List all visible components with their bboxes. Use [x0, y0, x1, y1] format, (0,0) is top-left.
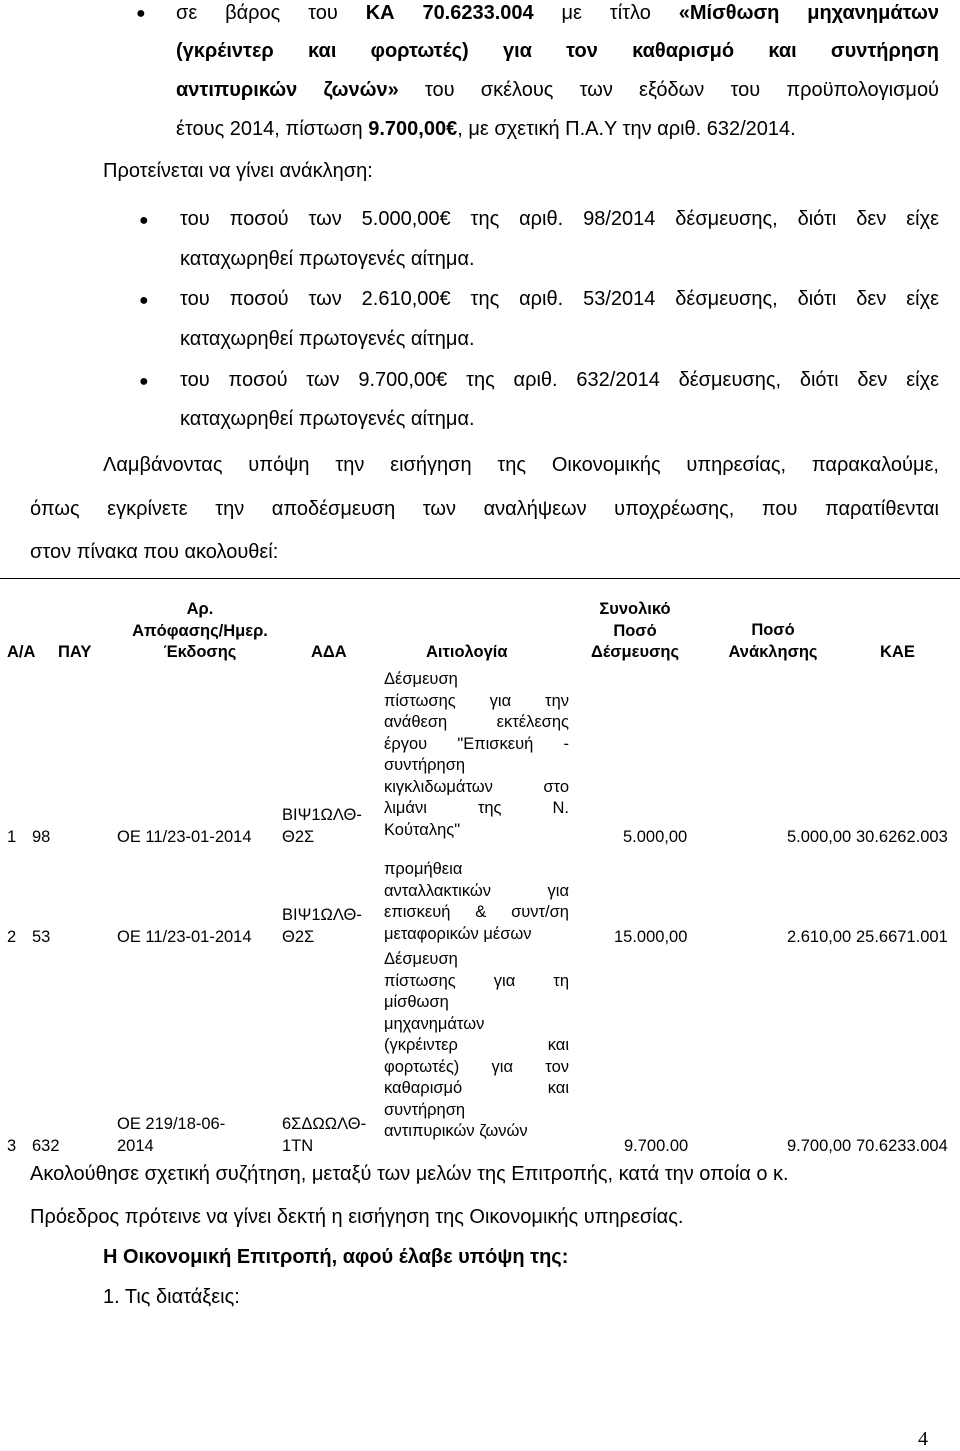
provisions-item: 1. Τις διατάξεις: — [103, 1286, 240, 1308]
header-pay: ΠΑΥ — [58, 643, 92, 661]
cell-reason: προμήθεια ανταλλακτικών για επισκευή & συντ/ση μεταφορικών μέσων — [384, 860, 569, 943]
cell-reason: Δέσμευση πίστωσης για τη μίσθωση μηχανημάτων (γκρέιντερ και φορτωτές) για τον καθαρισμό και συντήρηση αντιπυρικών ζωνών — [384, 950, 569, 1140]
paragraph-line: σε βάρος του ΚΑ 70.6233.004 με τίτλο «Μίσθωση μηχανημάτων — [176, 2, 940, 24]
cell-total: 9.700.00 — [624, 1137, 689, 1155]
paragraph-line: αντιπυρικών ζωνών» του σκέλους των εξόδων του προϋπολογισμού — [176, 79, 939, 101]
bullet-marker: ● — [139, 292, 149, 309]
cell-reason: Δέσμευση πίστωσης για την ανάθεση εκτέλεσης έργου "Επισκευή - συντήρηση κιγκλιδωμάτων στο λιμάνι της Ν. Κούταλης" — [384, 670, 569, 839]
paragraph-line: όπως εγκρίνετε την αποδέσμευση των αναλήψεων υποχρέωσης, που παρατίθενται — [30, 498, 939, 520]
sub-bullet-line: του ποσού των 9.700,00€ της αριθ. 632/2014 δέσμευσης, διότι δεν είχε — [180, 369, 939, 391]
cell-pay: 53 — [32, 928, 51, 946]
cell-cancel: 9.700,00 — [787, 1137, 852, 1155]
paragraph-line: (γκρέιντερ και φορτωτές) για τον καθαρισμό και συντήρηση — [176, 40, 939, 62]
cell-kae: 25.6671.001 — [856, 928, 948, 946]
paragraph-line: στον πίνακα που ακολουθεί: — [30, 541, 279, 563]
header-cancel: Ποσό Ανάκλησης — [728, 621, 818, 661]
cell-total: 15.000,00 — [614, 928, 688, 946]
table-row: 2 — [7, 928, 17, 946]
paragraph-line: έτους 2014, πίστωση 9.700,00€, με σχετική Π.Α.Υ την αριθ. 632/2014. — [176, 118, 796, 140]
discussion-line: Ακολούθησε σχετική συζήτηση, μεταξύ των μελών της Επιτροπής, κατά την οποία ο κ. — [30, 1163, 789, 1185]
cell-decision: ΟΕ 11/23-01-2014 — [117, 828, 252, 846]
table-row: 3 — [7, 1137, 17, 1155]
header-aa: Α/Α — [7, 643, 36, 661]
cell-cancel: 5.000,00 — [787, 828, 852, 846]
cell-ada: 6ΣΔΩΩΛΘ- 1ΤΝ — [282, 1115, 367, 1155]
table-row: 1 — [7, 828, 17, 846]
cell-ada: ΒΙΨ1ΩΛΘ- Θ2Σ — [282, 806, 362, 846]
sub-bullet-line: καταχωρηθεί πρωτογενές αίτημα. — [180, 248, 475, 270]
page-number: 4 — [918, 1428, 928, 1450]
cell-total: 5.000,00 — [623, 828, 688, 846]
cell-kae: 70.6233.004 — [856, 1137, 948, 1155]
committee-heading: Η Οικονομική Επιτροπή, αφού έλαβε υπόψη της: — [103, 1246, 569, 1268]
cell-decision: ΟΕ 11/23-01-2014 — [117, 928, 252, 946]
bullet-marker: ● — [139, 373, 149, 390]
discussion-line: Πρόεδρος πρότεινε να γίνει δεκτή η εισήγηση της Οικονομικής υπηρεσίας. — [30, 1206, 684, 1228]
table-border-top — [0, 578, 960, 579]
sub-bullet-line: του ποσού των 2.610,00€ της αριθ. 53/2014 δέσμευσης, διότι δεν είχε — [180, 288, 939, 310]
header-kae: ΚΑΕ — [880, 643, 915, 661]
proposal-text: Προτείνεται να γίνει ανάκληση: — [103, 160, 373, 182]
header-ada: ΑΔΑ — [311, 643, 347, 661]
bullet-marker: ● — [136, 5, 146, 22]
cell-ada: ΒΙΨ1ΩΛΘ- Θ2Σ — [282, 906, 362, 946]
header-decision: Αρ. Απόφασης/Ημερ. Έκδοσης — [132, 600, 268, 661]
bullet-marker: ● — [139, 212, 149, 229]
paragraph-line: Λαμβάνοντας υπόψη την εισήγηση της Οικονομικής υπηρεσίας, παρακαλούμε, — [103, 454, 939, 476]
sub-bullet-line: του ποσού των 5.000,00€ της αριθ. 98/2014 δέσμευσης, διότι δεν είχε — [180, 208, 939, 230]
cell-pay: 632 — [32, 1137, 60, 1155]
sub-bullet-line: καταχωρηθεί πρωτογενές αίτημα. — [180, 328, 475, 350]
cell-kae: 30.6262.003 — [856, 828, 948, 846]
cell-pay: 98 — [32, 828, 51, 846]
header-total: Συνολικό Ποσό Δέσμευσης — [590, 600, 680, 661]
cell-cancel: 2.610,00 — [787, 928, 852, 946]
cell-decision: ΟΕ 219/18-06- 2014 — [117, 1115, 226, 1155]
sub-bullet-line: καταχωρηθεί πρωτογενές αίτημα. — [180, 408, 475, 430]
header-reason: Αιτιολογία — [426, 643, 508, 661]
